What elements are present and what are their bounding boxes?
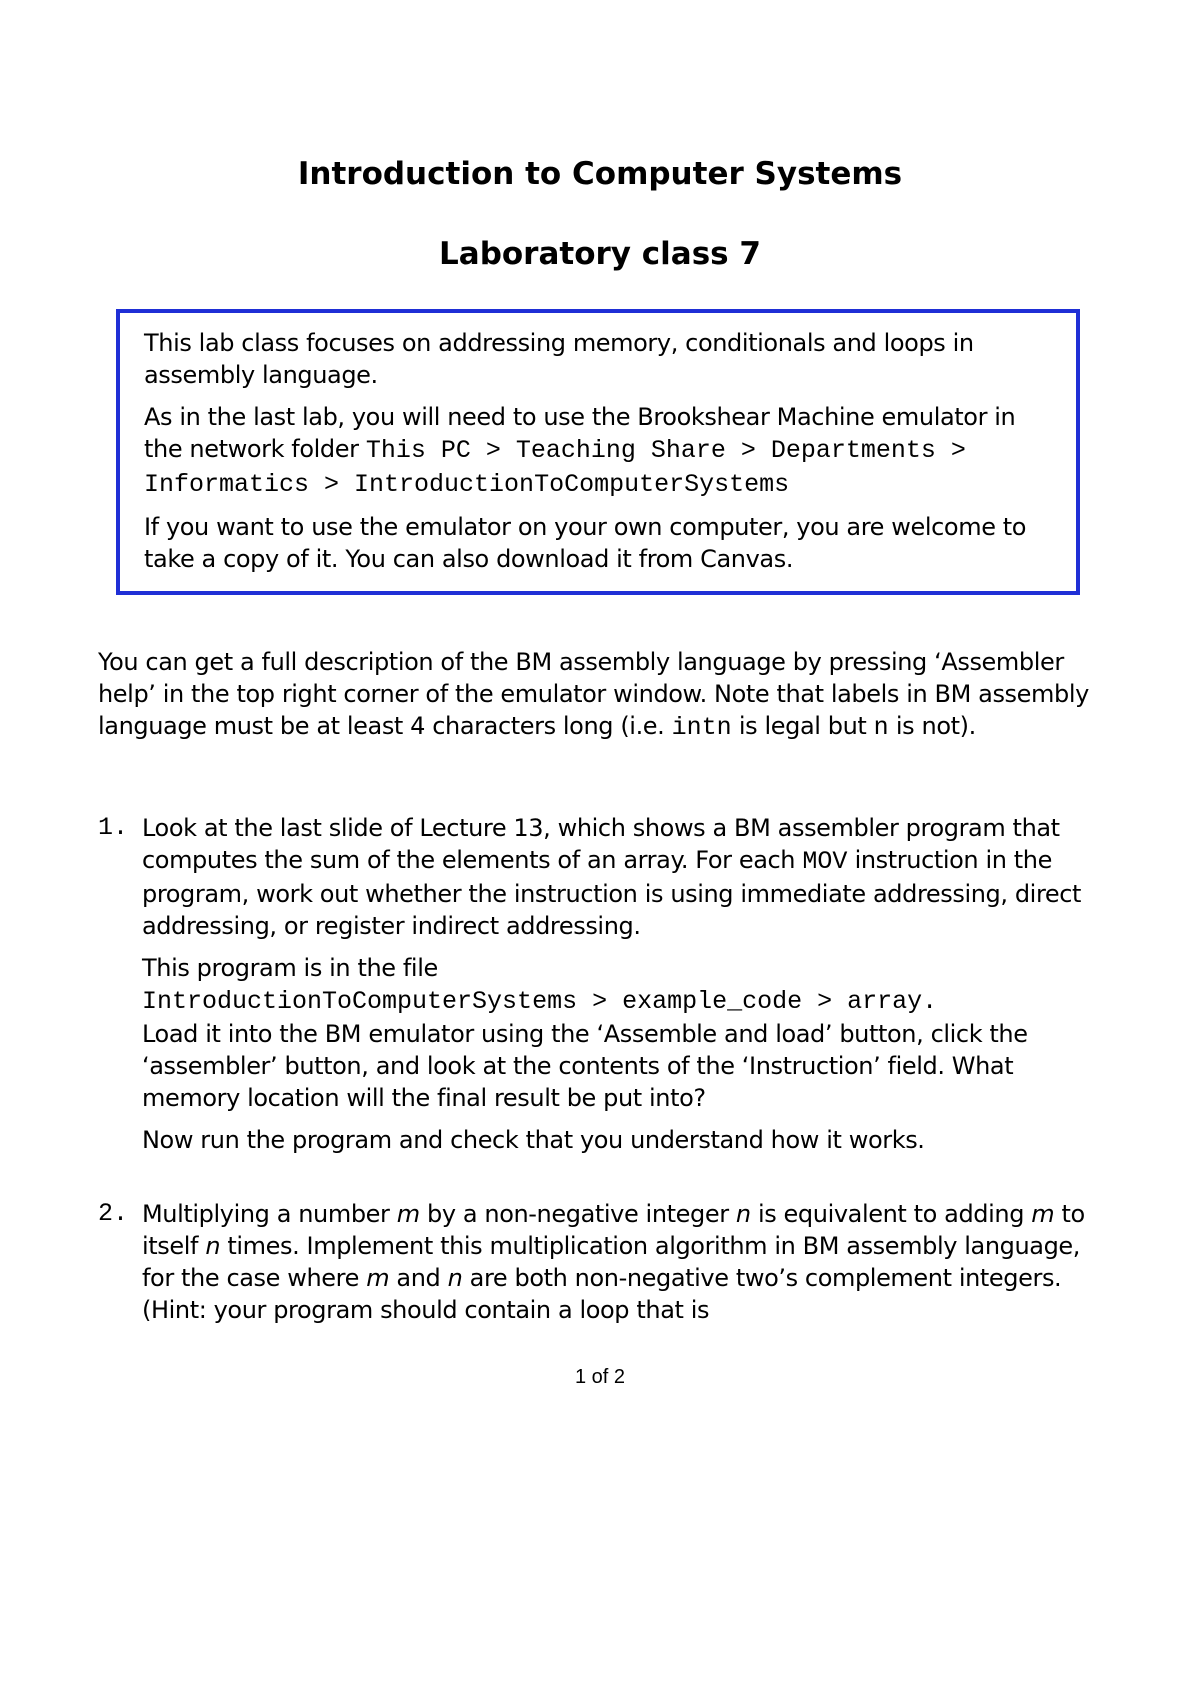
code-intn: intn <box>671 713 732 742</box>
item-2-text-4: to itself <box>142 1200 1085 1260</box>
list-number-2: 2. <box>98 1199 129 1228</box>
list-item-2-body <box>142 1198 1118 1326</box>
array-file-path-dot: . <box>922 987 938 1016</box>
item-1-text-b: instruction in the program, work out whether the instruction is using immediate addressing, direct addressing, or register indirect addressing. <box>142 846 1082 940</box>
document-title: Introduction to Computer Systems <box>297 156 903 192</box>
code-n: n <box>873 713 889 742</box>
item-2-text-7: are both non-negative two’s complement integers. (Hint: your program should contain a loop that is <box>142 1264 1062 1324</box>
item-2-text-5: times. Implement this multiplication algorithm in BM assembly language, for the case where <box>142 1232 1081 1292</box>
intro-box <box>116 309 1080 595</box>
var-n: n <box>205 1232 221 1260</box>
var-n: n <box>735 1200 751 1228</box>
var-m: m <box>1031 1200 1055 1228</box>
list-number-1: 1. <box>98 813 129 842</box>
item-1-text-a: Look at the last slide of Lecture 13, which shows a BM assembler program that computes the sum of the elements of an array. For each <box>142 814 1060 874</box>
code-mov: MOV <box>802 847 848 876</box>
item-1-load-instructions: Load it into the BM emulator using the ‘Assemble and load’ button, click the ‘assembler’ button, and look at the contents of the ‘Instruction’ field. What memory location will the final result be put into? <box>142 1020 1028 1112</box>
intro-paragraph-1: This lab class focuses on addressing memory, conditionals and loops in assembly language. <box>144 329 974 389</box>
description-text-end: is not). <box>895 712 976 740</box>
var-n: n <box>447 1264 463 1292</box>
item-2-text-1: Multiplying a number <box>142 1200 390 1228</box>
item-2-text-3: is equivalent to adding <box>757 1200 1025 1228</box>
var-m: m <box>366 1264 390 1292</box>
item-2-text-6: and <box>396 1264 441 1292</box>
item-1-paragraph-2 <box>142 952 1118 1114</box>
item-2-text-2: by a non-negative integer <box>426 1200 729 1228</box>
intro-paragraph-3: If you want to use the emulator on your own computer, you are welcome to take a copy of it. You can also download it from Canvas. <box>144 513 1027 573</box>
item-1-paragraph-1 <box>142 812 1118 942</box>
document-subtitle: Laboratory class 7 <box>439 236 761 272</box>
page-number: 1 of 2 <box>574 1366 626 1388</box>
network-folder-path: This PC > Teaching Share > Departments > Informatics > IntroductionToComputerSystems <box>144 436 966 499</box>
item-1-file-label: This program is in the file <box>142 954 438 982</box>
description-text-start: You can get a full description of the BM assembly language by pressing ‘Assembler help’ in the top right corner of the emulator window. Note that labels in BM assembly language must be at least 4 characters long (i.e. <box>98 648 1089 740</box>
intro-paragraph-2-text: As in the last lab, you will need to use the Brookshear Machine emulator in the network folder <box>144 403 1016 463</box>
array-file-path: IntroductionToComputerSystems > example_code > array <box>142 987 923 1016</box>
item-1-paragraph-3: Now run the program and check that you understand how it works. <box>142 1126 925 1154</box>
var-m: m <box>396 1200 420 1228</box>
item-2-paragraph <box>142 1198 1118 1326</box>
assembly-description-paragraph <box>98 646 1118 744</box>
intro-paragraph-2 <box>144 401 1054 501</box>
description-text-mid: is legal but <box>738 712 867 740</box>
list-item-1-body <box>142 812 1118 1156</box>
